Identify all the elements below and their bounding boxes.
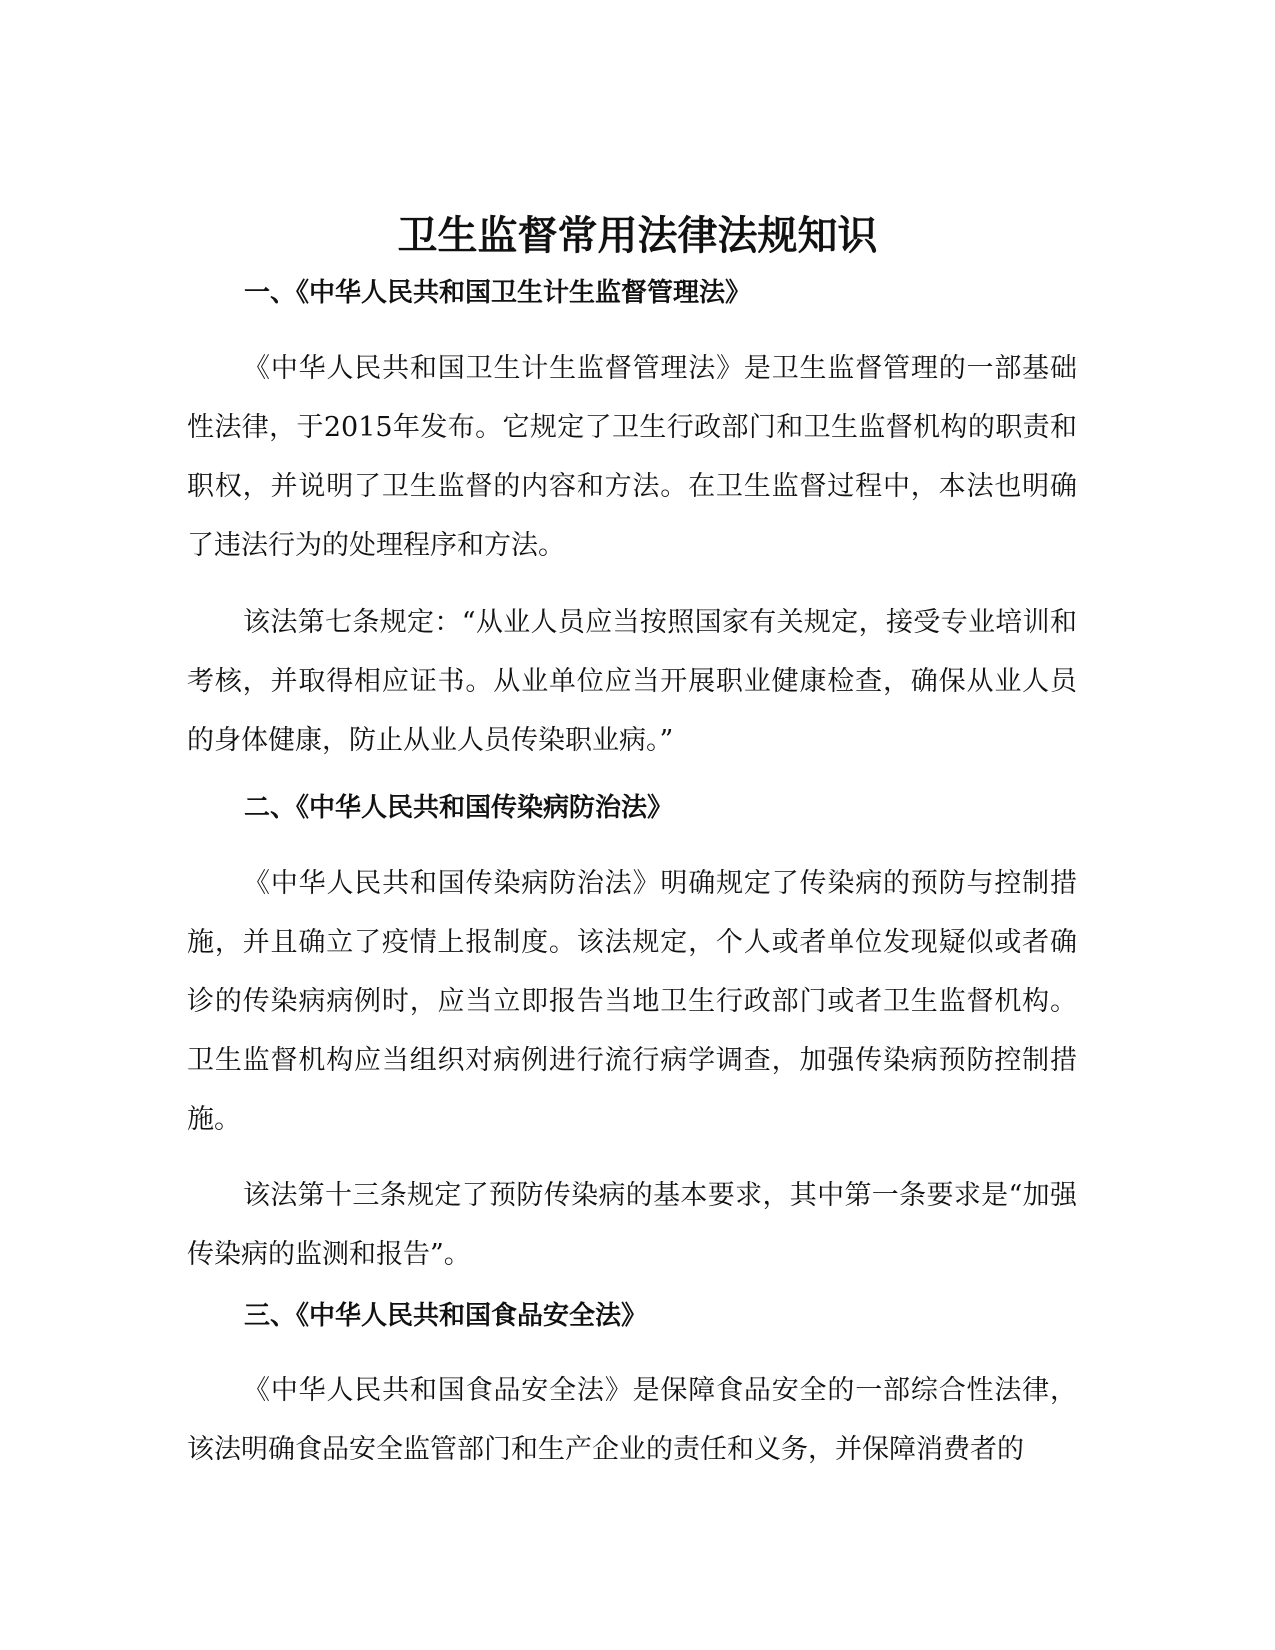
section-heading-1: 一、《中华人民共和国卫生计生监督管理法》: [244, 278, 752, 308]
section-1-paragraph-1: 《中华人民共和国卫生计生监督管理法》是卫生监督管理的一部基础性法律，于2015年发布。它规定了卫生行政部门和卫生监督机构的职责和职权，并说明了卫生监督的内容和方法。在卫生监督过程中，本法也明确了违法行为的处理程序和方法。: [187, 353, 1077, 561]
section-1-paragraph-2: 该法第七条规定：“从业人员应当按照国家有关规定，接受专业培训和考核，并取得相应证书。从业单位应当开展职业健康检查，确保从业人员的身体健康，防止从业人员传染职业病。”: [187, 607, 1077, 756]
section-3-paragraph-1: 《中华人民共和国食品安全法》是保障食品安全的一部综合性法律，该法明确食品安全监管部门和生产企业的责任和义务，并保障消费者的: [187, 1375, 1077, 1465]
section-heading-2: 二、《中华人民共和国传染病防治法》: [244, 793, 674, 823]
section-2-paragraph-1: 《中华人民共和国传染病防治法》明确规定了传染病的预防与控制措施，并且确立了疫情上报制度。该法规定，个人或者单位发现疑似或者确诊的传染病病例时，应当立即报告当地卫生行政部门或者卫生监督机构。卫生监督机构应当组织对病例进行流行病学调查，加强传染病预防控制措施。: [187, 868, 1077, 1135]
section-2-paragraph-2: 该法第十三条规定了预防传染病的基本要求，其中第一条要求是“加强传染病的监测和报告”。: [187, 1180, 1077, 1270]
section-heading-3: 三、《中华人民共和国食品安全法》: [244, 1301, 648, 1331]
document-title: 卫生监督常用法律法规知识: [397, 213, 878, 259]
